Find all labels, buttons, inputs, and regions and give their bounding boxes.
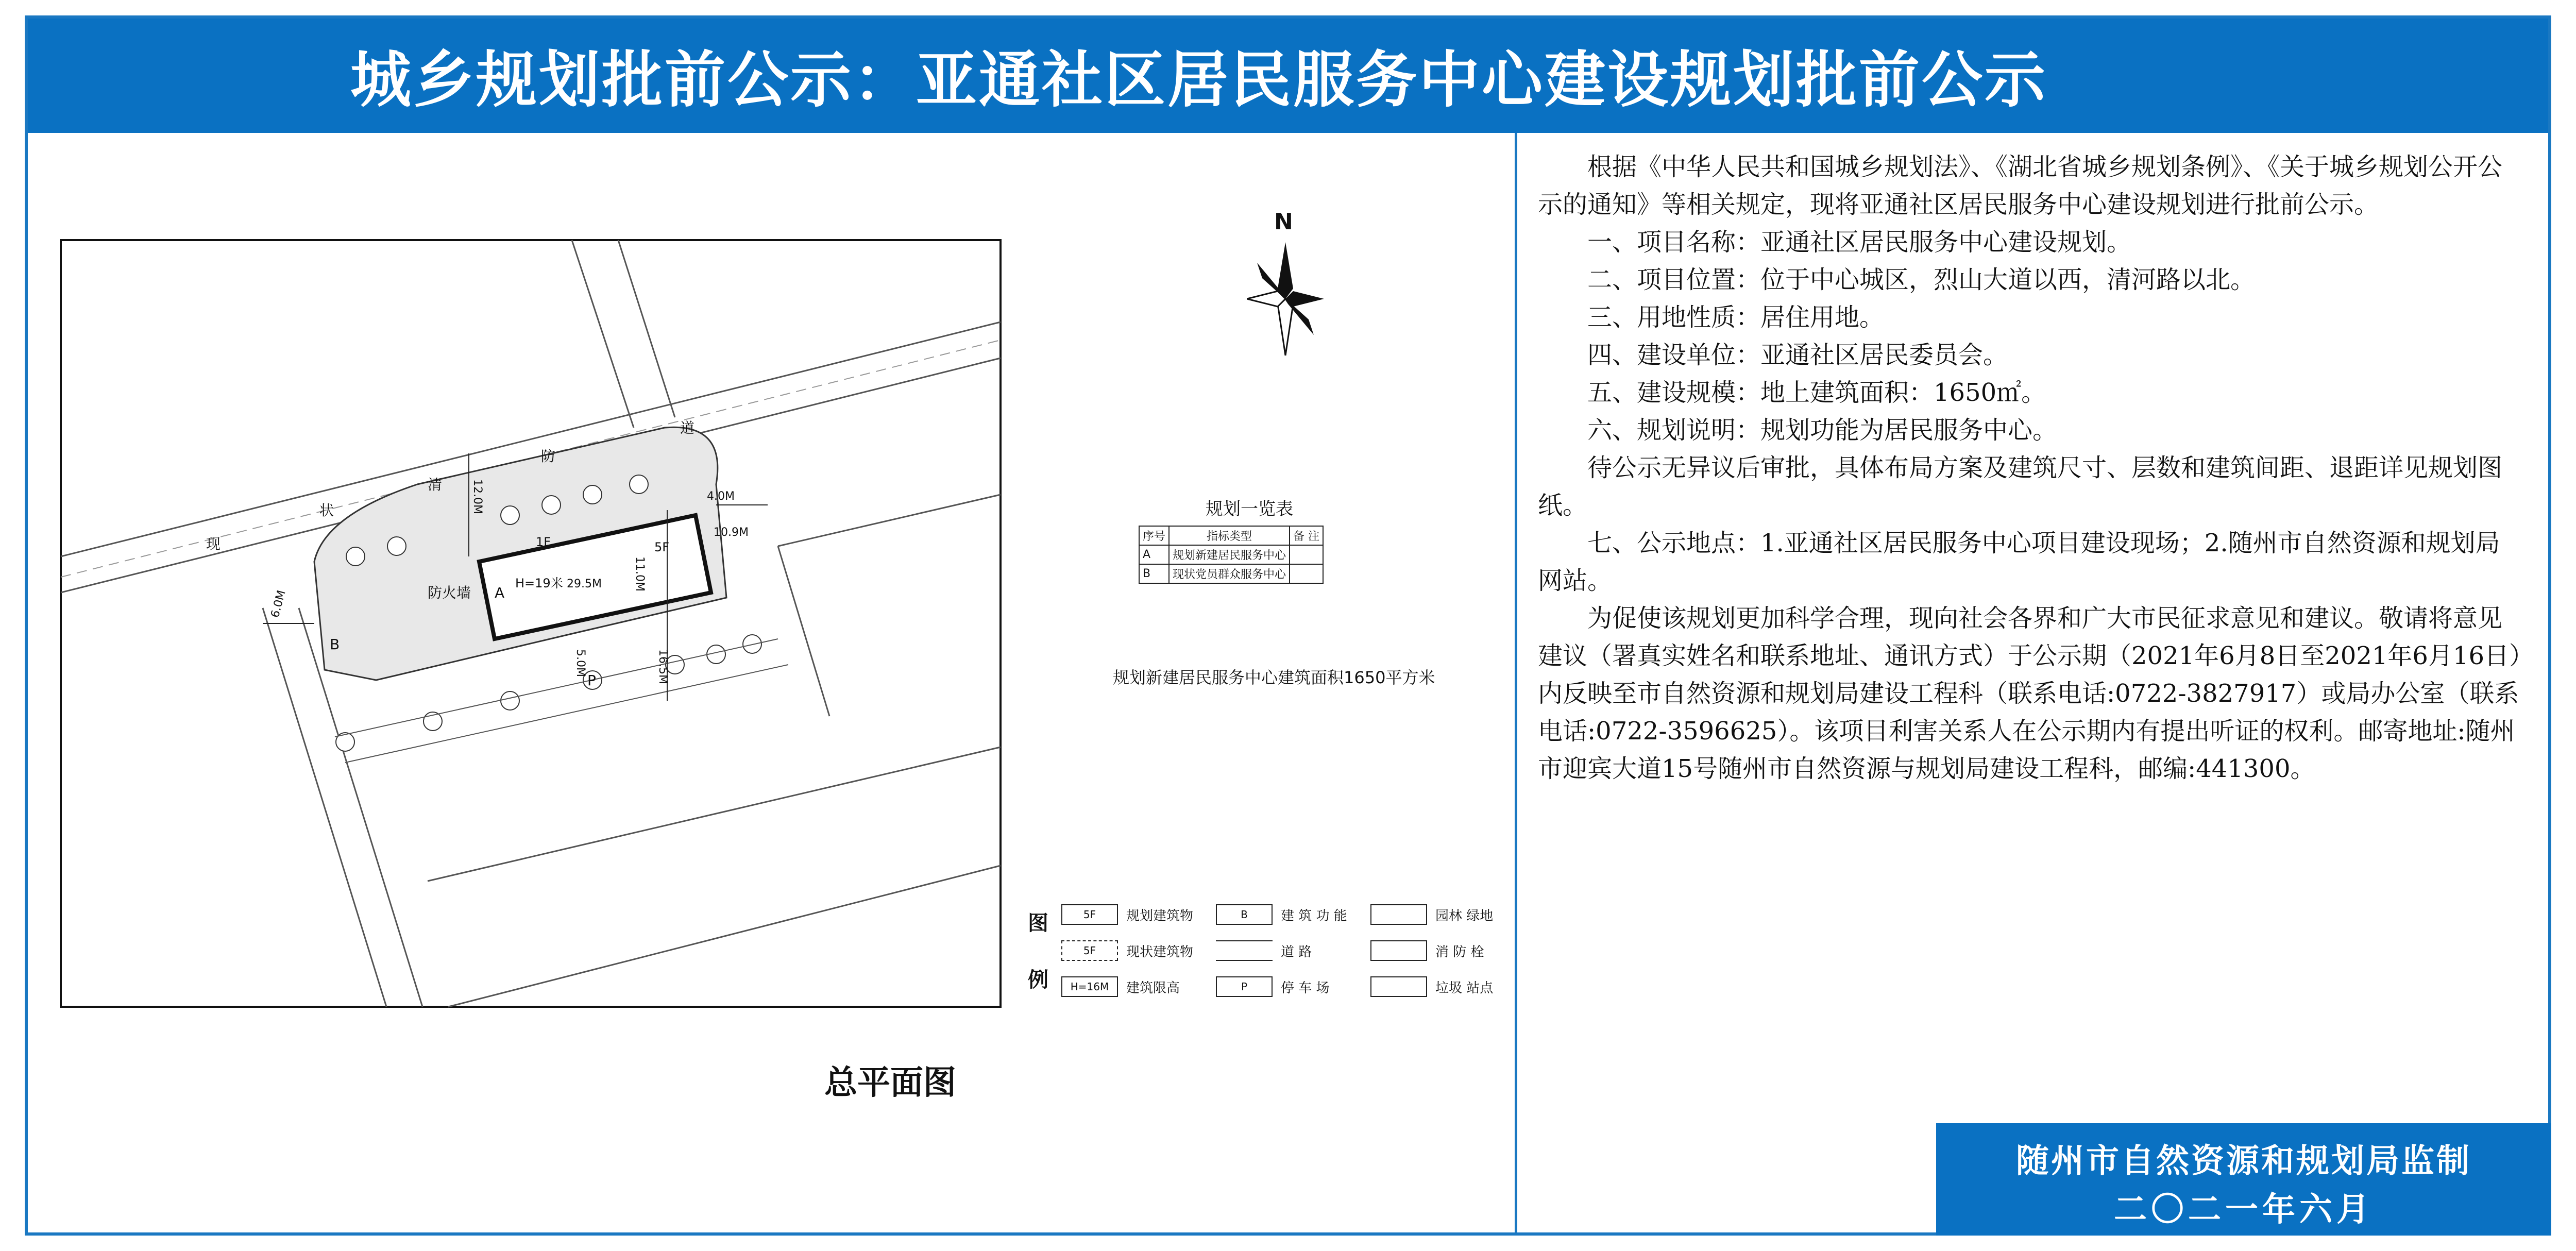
floors-label: 1F — [536, 535, 551, 549]
garbage-station-icon — [1370, 976, 1427, 997]
dimension-label: 4.0M — [707, 490, 735, 503]
legend-item: B 建 筑 功 能 — [1216, 904, 1347, 925]
road-label: 防 — [541, 448, 556, 465]
table-cell: A — [1139, 545, 1169, 564]
firewall-label: 防火墙 — [428, 584, 471, 601]
signature-org: 随州市自然资源和规划局监制 — [2016, 1142, 2471, 1180]
building-a-label: A — [495, 584, 505, 601]
building-function-icon: B — [1216, 904, 1273, 925]
floors-label: 5F — [654, 540, 670, 554]
north-label: N — [1274, 209, 1293, 235]
legend-item: 道 路 — [1216, 940, 1312, 961]
building-b-label: B — [330, 636, 340, 653]
legend-item: 消 防 栓 — [1370, 940, 1484, 961]
plan-summary-table — [1139, 526, 1324, 584]
fire-hydrant-icon — [1370, 940, 1427, 961]
site-plan-map — [57, 227, 1010, 1010]
table-cell: B — [1139, 564, 1169, 583]
road-label: 清 — [428, 476, 443, 493]
road-label: 现 — [206, 535, 221, 552]
dimension-label: 6.0M — [268, 588, 289, 619]
road-icon — [1216, 940, 1273, 961]
notice-body — [1538, 148, 2522, 788]
dimension-label: 29.5M — [567, 578, 602, 590]
table-cell: 现状党员群众服务中心 — [1169, 564, 1290, 583]
notice-paragraph: 三、用地性质：居住用地。 — [1587, 303, 1885, 332]
north-arrow-icon — [1247, 242, 1324, 356]
legend-label: 例 — [1028, 968, 1048, 992]
parking-label: P — [587, 672, 596, 689]
height-label: H=19米 — [515, 576, 563, 590]
page-title: 城乡规划批前公示：亚通社区居民服务中心建设规划批前公示 — [350, 44, 2048, 115]
notice-paragraph: 七、公示地点：1.亚通社区居民服务中心项目建设现场；2.随州市自然资源和规划局网站。 — [1538, 529, 2500, 595]
table-cell — [1290, 545, 1323, 564]
legend-item: P 停 车 场 — [1216, 976, 1330, 997]
height-limit-icon: H=16M — [1061, 976, 1118, 997]
road-label: 状 — [319, 502, 334, 519]
notice-paragraph: 四、建设单位：亚通社区居民委员会。 — [1587, 341, 2008, 369]
notice-paragraph: 二、项目位置：位于中心城区，烈山大道以西，清河路以北。 — [1587, 265, 2256, 294]
green-space-icon — [1370, 904, 1427, 925]
legend-item: 垃圾 站点 — [1370, 976, 1493, 997]
dimension-label: 10.9M — [714, 526, 749, 539]
dimension-label: 16.5M — [656, 649, 669, 684]
table-row — [1139, 564, 1323, 583]
notice-paragraph: 根据《中华人民共和国城乡规划法》、《湖北省城乡规划条例》、《关于城乡规划公开公示的通知》等相关规定，现将亚通社区居民服务中心建设规划进行批前公示。 — [1538, 153, 2503, 219]
existing-building-icon: 5F — [1061, 940, 1118, 961]
road-label: 道 — [680, 419, 695, 436]
plan-caption: 总平面图 — [824, 1064, 956, 1102]
signature-date: 二〇二一年六月 — [2114, 1191, 2374, 1229]
legend-label: 图 — [1028, 911, 1048, 935]
notice-paragraph: 为促使该规划更加科学合理，现向社会各界和广大市民征求意见和建议。敬请将意见建议（署真实姓名和联系地址、通讯方式）于公示期（2021年6月8日至2021年6月16日）内反映至市自然资源和规划局建设工程科（联系电话:0722-3827917）或局办公室（联系电话:0722-3596625）。该项目利害关系人在公示期内有提出听证的权利。邮寄地址:随州市迎宾大道15号随州市自然资源与规划局建设工程科，邮编:441300。 — [1538, 604, 2522, 783]
table-header: 序号 — [1139, 526, 1169, 545]
notice-paragraph: 五、建设规模：地上建筑面积：1650㎡。 — [1587, 378, 2046, 407]
notice-paragraph: 六、规划说明：规划功能为居民服务中心。 — [1587, 416, 2058, 445]
column-divider — [1515, 133, 1517, 1236]
dimension-label: 12.0M — [471, 479, 484, 514]
signature-box — [1936, 1123, 2551, 1236]
table-cell — [1290, 564, 1323, 583]
planned-building-icon: 5F — [1061, 904, 1118, 925]
legend-item: H=16M 建筑限高 — [1061, 976, 1180, 997]
legend-item: 5F 现状建筑物 — [1061, 940, 1193, 961]
notice-paragraph: 待公示无异议后审批，具体布局方案及建筑尺寸、层数和建筑间距、退距详见规划图纸。 — [1538, 453, 2503, 520]
table-title: 规划一览表 — [1206, 499, 1293, 519]
legend-item: 园林 绿地 — [1370, 904, 1493, 925]
legend-item: 5F 规划建筑物 — [1061, 904, 1193, 925]
table-header: 备 注 — [1290, 526, 1323, 545]
area-note: 规划新建居民服务中心建筑面积1650平方米 — [1113, 668, 1435, 687]
dimension-label: 11.0M — [633, 556, 646, 591]
notice-paragraph: 一、项目名称：亚通社区居民服务中心建设规划。 — [1587, 228, 2132, 257]
table-header: 指标类型 — [1169, 526, 1290, 545]
dimension-label: 5.0M — [574, 649, 587, 677]
table-cell: 规划新建居民服务中心 — [1169, 545, 1290, 564]
table-row — [1139, 545, 1323, 564]
parking-icon: P — [1216, 976, 1273, 997]
